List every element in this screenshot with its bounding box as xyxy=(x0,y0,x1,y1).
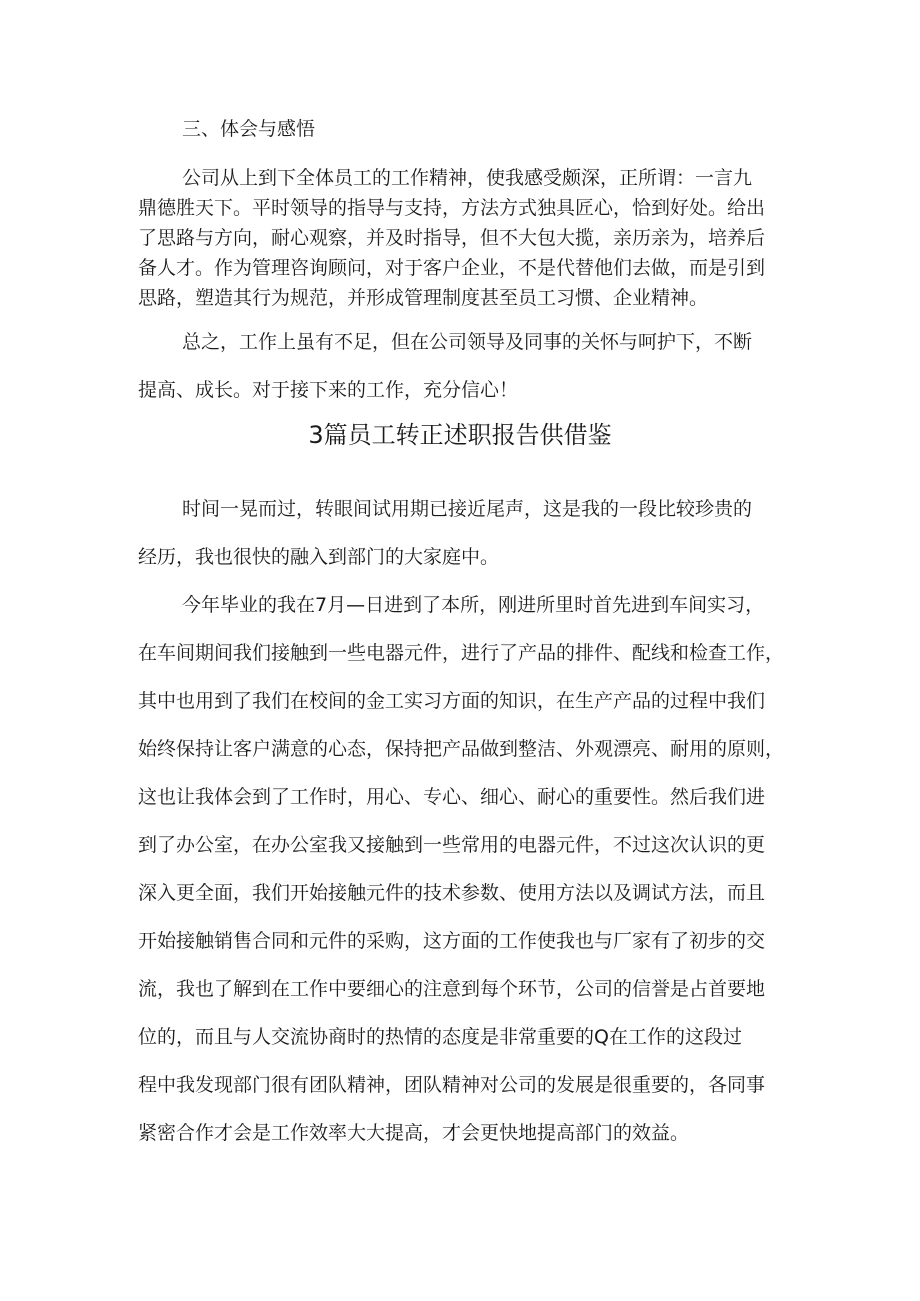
paragraph-line: 深入更全面，我们开始接触元件的技术参数、使用方法以及调试方法，而且 xyxy=(138,882,766,904)
paragraph-line: 开始接触销售合同和元件的采购，这方面的工作使我也与厂家有了初步的交 xyxy=(138,930,766,952)
paragraph-line: 始终保持让客户满意的心态，保持把产品做到整洁、外观漂亮、耐用的原则， xyxy=(138,738,785,760)
document-title: 3篇员工转正述职报告供借鉴 xyxy=(308,421,612,449)
paragraph-line: 时间一晃而过，转眼间试用期已接近尾声，这是我的一段比较珍贵的 xyxy=(182,498,753,520)
paragraph-line: 紧密合作才会是工作效率大大提高，才会更快地提高部门的效益。 xyxy=(138,1122,690,1144)
paragraph-line: 提高、成长。对于接下来的工作，充分信心！ xyxy=(138,379,519,401)
paragraph-line: 在车间期间我们接触到一些电器元件，进行了产品的排件、配线和检查工作， xyxy=(138,642,785,664)
paragraph-line: 流，我也了解到在工作中要细心的注意到每个环节，公司的信誉是占首要地 xyxy=(138,978,766,1000)
paragraph-line: 备人才。作为管理咨询顾问，对于客户企业，不是代替他们去做，而是引到 xyxy=(138,257,766,279)
paragraph-line: 经历，我也很快的融入到部门的大家庭中。 xyxy=(138,546,500,568)
section-heading: 三、体会与感悟 xyxy=(182,118,316,140)
paragraph-line: 鼎德胜天下。平时领导的指导与支持，方法方式独具匠心，恰到好处。给出 xyxy=(138,197,766,219)
paragraph-line: 其中也用到了我们在校间的金工实习方面的知识，在生产产品的过程中我们 xyxy=(138,690,766,712)
paragraph-line: 程中我发现部门很有团队精神，团队精神对公司的发展是很重要的，各同事 xyxy=(138,1074,766,1096)
paragraph-line: 了思路与方向，耐心观察，并及时指导，但不大包大揽，亲历亲为，培养后 xyxy=(138,227,766,249)
paragraph-line: 总之，工作上虽有不足，但在公司领导及同事的关怀与呵护下，不断 xyxy=(182,331,753,353)
paragraph-line: 今年毕业的我在7月—日进到了本所，刚进所里时首先进到车间实习， xyxy=(182,594,765,616)
paragraph-line: 这也让我体会到了工作时，用心、专心、细心、耐心的重要性。然后我们进 xyxy=(138,786,766,808)
paragraph-line: 到了办公室，在办公室我又接触到一些常用的电器元件，不过这次认识的更 xyxy=(138,834,766,856)
paragraph-line: 公司从上到下全体员工的工作精神，使我感受颇深，正所谓：一言九 xyxy=(182,167,753,189)
paragraph-line: 位的，而且与人交流协商时的热情的态度是非常重要的Q在工作的这段过 xyxy=(138,1026,742,1048)
paragraph-line: 思路，塑造其行为规范，并形成管理制度甚至员工习惯、企业精神。 xyxy=(138,287,709,309)
